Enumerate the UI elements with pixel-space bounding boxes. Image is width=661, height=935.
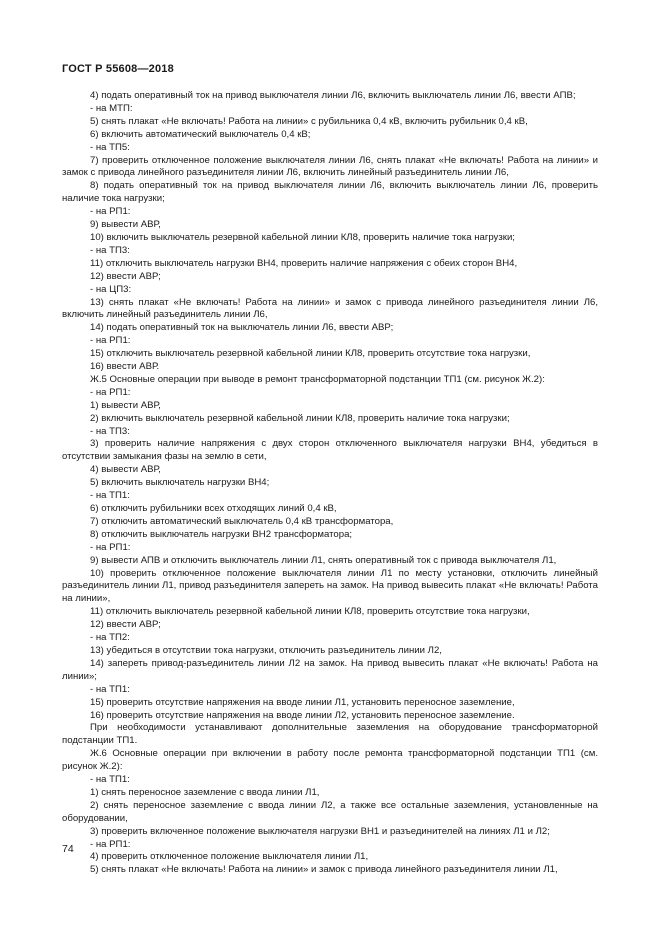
paragraph: - на ТП1: (90, 774, 130, 786)
paragraph: 10) включить выключатель резервной кабельной линии КЛ8, проверить наличие тока нагрузки; (90, 231, 515, 243)
paragraph: 6) включить автоматический выключатель 0,4 кВ; (90, 128, 311, 140)
paragraph: 15) проверить отсутствие напряжения на вводе линии Л1, установить переносное заземление, (90, 696, 515, 708)
document-body (62, 90, 598, 877)
paragraph: 4) вывести АВР, (90, 464, 161, 476)
paragraph: 16) проверить отсутствие напряжения на вводе линии Л2, установить переносное заземление. (90, 709, 515, 721)
paragraph: 14) запереть привод-разъединитель линии Л2 на замок. На привод вывесить плакат «Не включать! Работа на линии»; (62, 657, 598, 682)
paragraph: 16) ввести АВР. (90, 361, 160, 373)
paragraph: 8) подать оперативный ток на привод выключателя линии Л6, включить выключатель линии Л6, проверить наличие тока нагрузки; (62, 180, 598, 205)
paragraph: 2) включить выключатель резервной кабельной линии КЛ8, проверить наличие тока нагрузки; (90, 412, 510, 424)
standard-header: ГОСТ Р 55608—2018 (62, 63, 174, 75)
paragraph: - на РП1: (90, 838, 131, 850)
paragraph: 6) отключить рубильники всех отходящих линий 0,4 кВ, (90, 503, 337, 514)
paragraph: - на ТП3: (90, 244, 130, 256)
paragraph: - на ТП5: (90, 141, 130, 153)
paragraph: Ж.6 Основные операции при включении в работу после ремонта трансформаторной подстанции ТП1 (см. рисунок Ж.2): (62, 748, 598, 773)
paragraph: - на ТП3: (90, 425, 130, 437)
paragraph: 8) отключить выключатель нагрузки ВН2 трансформатора; (90, 528, 353, 540)
paragraph: 1) снять переносное заземление с ввода линии Л1, (90, 786, 320, 798)
paragraph: 1) вывести АВР, (90, 399, 161, 411)
paragraph: 9) вывести АПВ и отключить выключатель линии Л1, снять оперативный ток с привода выключателя Л1, (90, 554, 557, 566)
paragraph: 2) снять переносное заземление с ввода линии Л2, а также все остальные заземления, установленные на оборудовании, (62, 799, 598, 824)
paragraph: 14) подать оперативный ток на выключатель линии Л6, ввести АВР; (90, 322, 394, 334)
paragraph: - на РП1: (90, 386, 131, 398)
paragraph: 4) подать оперативный ток на привод выключателя линии Л6, включить выключатель линии Л6, ввести АПВ; (90, 90, 576, 101)
paragraph: - на ТП1: (90, 683, 130, 695)
paragraph: 7) проверить отключенное положение выключателя линии Л6, снять плакат «Не включать! Работа на линии» и замок с привода линейного разъединителя линии Л6, включить линейный разъединитель линии Л6, (62, 154, 598, 179)
paragraph: - на РП1: (90, 335, 131, 347)
paragraph: 9) вывести АВР, (90, 219, 161, 231)
paragraph: 3) проверить включенное положение выключателя нагрузки ВН1 и разъединителей на линиях Л1 и Л2; (90, 825, 550, 837)
paragraph: 13) убедиться в отсутствии тока нагрузки, отключить разъединитель линии Л2, (90, 644, 442, 656)
paragraph: При необходимости устанавливают дополнительные заземления на оборудование трансформаторной подстанции ТП1. (62, 722, 598, 747)
paragraph: 3) проверить наличие напряжения с двух сторон отключенного выключателя нагрузки ВН4, убедиться в отсутствии замыкания фазы на землю в сети, (62, 438, 598, 463)
paragraph: - на МТП: (90, 102, 133, 114)
paragraph: 5) снять плакат «Не включать! Работа на линии» с рубильника 0,4 кВ, включить рубильник 0,4 кВ, (90, 115, 528, 127)
paragraph: 7) отключить автоматический выключатель 0,4 кВ трансформатора, (90, 515, 394, 527)
paragraph: - на ТП1: (90, 490, 130, 502)
paragraph: - на ЦП3: (90, 283, 132, 295)
paragraph: 4) проверить отключенное положение выключателя линии Л1, (90, 851, 369, 863)
paragraph: - на РП1: (90, 541, 131, 553)
paragraph: - на ТП2: (90, 632, 130, 644)
paragraph: 11) отключить выключатель нагрузки ВН4, проверить наличие напряжения с обеих сторон ВН4, (90, 257, 518, 269)
paragraph: 5) снять плакат «Не включать! Работа на линии» и замок с привода линейного разъединителя линии Л1, (90, 864, 558, 876)
paragraph: - на РП1: (90, 206, 131, 218)
paragraph: 12) ввести АВР; (90, 270, 161, 282)
paragraph: 13) снять плакат «Не включать! Работа на линии» и замок с привода линейного разъединителя линии Л6, включить линейный разъединитель линии Л6, (62, 296, 598, 321)
paragraph: Ж.5 Основные операции при выводе в ремонт трансформаторной подстанции ТП1 (см. рисунок Ж.2): (90, 373, 545, 385)
paragraph: 12) ввести АВР; (90, 619, 161, 631)
paragraph: 5) включить выключатель нагрузки ВН4; (90, 477, 270, 489)
paragraph: 15) отключить выключатель резервной кабельной линии КЛ8, проверить отсутствие тока нагрузки, (90, 348, 531, 360)
paragraph: 11) отключить выключатель резервной кабельной линии КЛ8, проверить отсутствие тока нагрузки, (90, 606, 530, 618)
page-number: 74 (62, 843, 74, 855)
paragraph: 10) проверить отключенное положение выключателя линии Л1 по месту установки, отключить линейный разъединитель линии Л1, привод разъединителя запереть на замок. На привод вывесить плакат «Не включать! Работа на линии», (62, 567, 598, 605)
